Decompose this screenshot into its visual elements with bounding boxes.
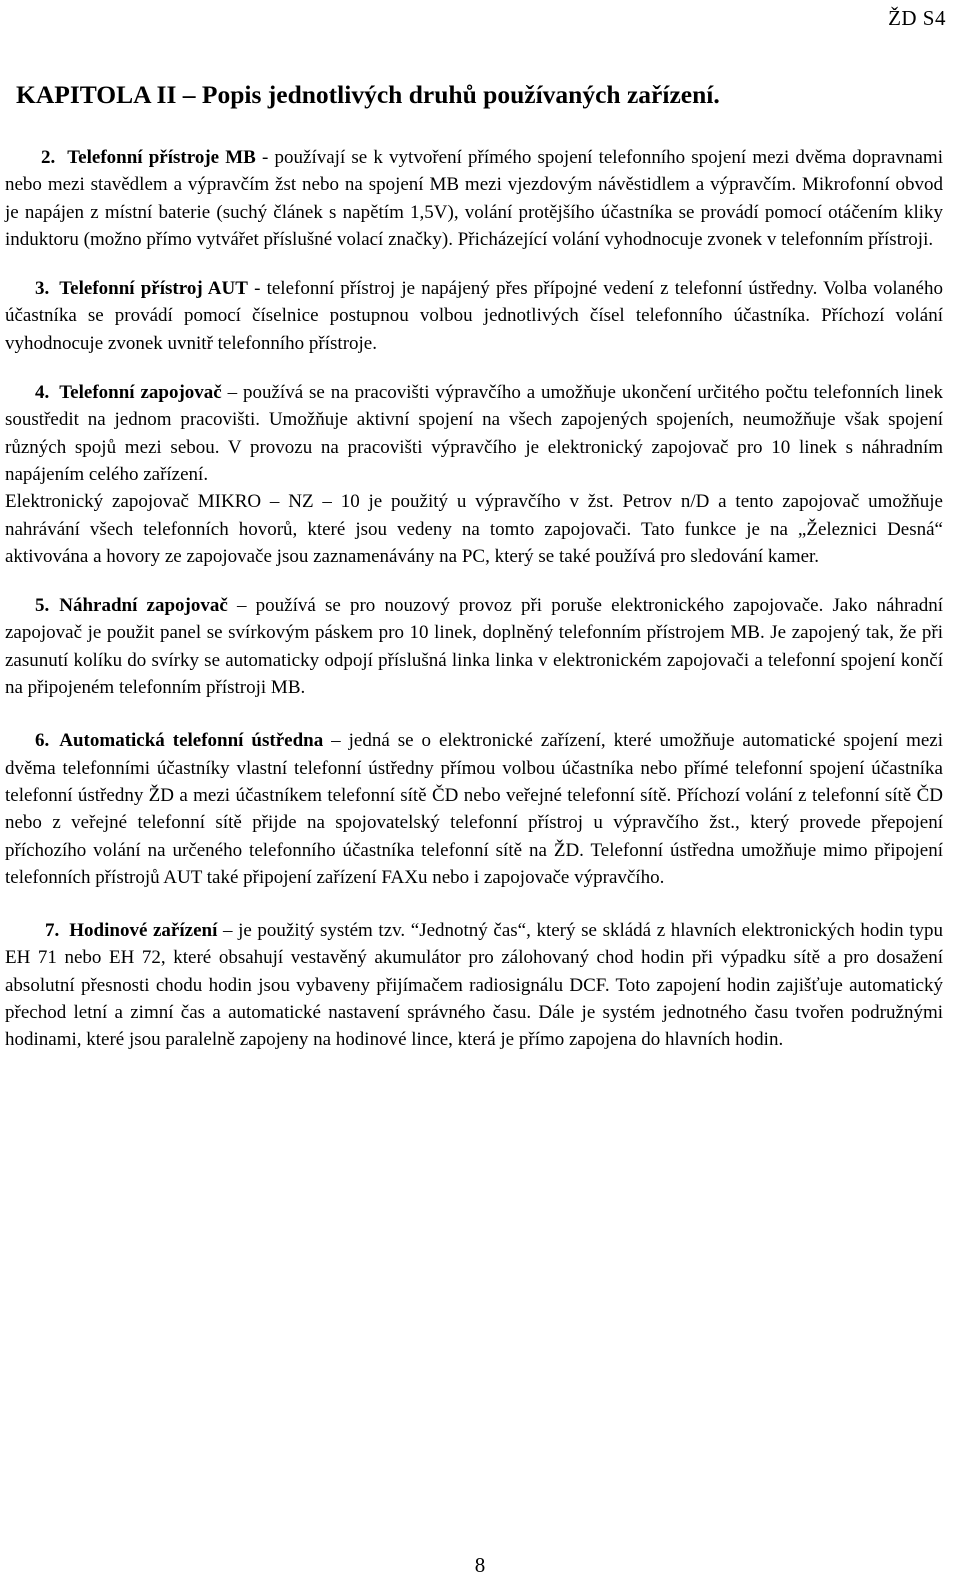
- section-telefonni-zapojovac: [5, 379, 943, 488]
- section-text: – je použitý systém tzv. “Jednotný čas“, který se skládá z hlavních elektronických hodin typu EH 71 nebo EH 72, které obsahují vestavěný akumulátor pro zálohovaný chod hodin při výpadku sítě a pro dosažení absolutní přesnosti chodu hodin jsou vybaveny přijímačem radiosignálu DCF. Toto zapojení hodin zajišťuje automatický přechod letní a zimní čas a automatické nastavení správného času. Dále je systém jednotného času tvořen podružnými hodinami, které jsou paralelně zapojeny na hodinové lince, která je přímo zapojena do hlavních hodin.: [5, 920, 943, 1051]
- section-nahradni-zapojovac: [5, 592, 943, 701]
- section-text: – používá se na pracovišti výpravčího a umožňuje ukončení určitého počtu telefonních linek soustředit na jednom pracovišti. Umožňuje aktivní spojení na všech zapojených spojeních, neumožňuje však spojení různých spojů mezi sebou. V provozu na pracovišti výpravčího je elektronický zapojovač pro 10 linek s náhradním napájením celého zařízení.: [5, 382, 943, 485]
- section-paragraph: [5, 379, 943, 488]
- section-extra-paragraph: Elektronický zapojovač MIKRO – NZ – 10 je použitý u výpravčího v žst. Petrov n/D a tento zapojovač umožňuje nahrávání všech telefonních hovorů, které jsou vedeny na tomto zapojovači. Tato funkce je na „Železnici Desná“ aktivována a hovory ze zapojovače jsou zaznamenávány na PC, který se také používá pro sledování kamer.: [5, 491, 943, 567]
- section-text: – jedná se o elektronické zařízení, které umožňuje automatické spojení mezi dvěma telefonními účastníky vlastní telefonní ústředny přímou volbou účastníka nebo přímé telefonní spojení účastníka telefonní ústředny ŽD a mezi účastníkem telefonní sítě ČD nebo veřejné telefonní sítě. Příchozí volání z telefonní sítě ČD nebo z veřejné telefonní sítě přijde na spojovatelský telefonní přístroj u výpravčího žst., který provede přepojení příchozího volání na určeného telefonního účastníka telefonní sítě na ŽD. Telefonní ústředna umožňuje mimo připojení telefonních přístrojů AUT také připojení zařízení FAXu nebo i zapojovače výpravčího.: [5, 730, 943, 888]
- section-number: 6.: [35, 730, 50, 752]
- section-paragraph: [5, 727, 943, 891]
- section-heading: Hodinové zařízení: [69, 920, 218, 942]
- chapter-title: KAPITOLA II – Popis jednotlivých druhů používaných zařízení.: [16, 80, 720, 109]
- section-number: 4.: [35, 382, 50, 404]
- section-hodinove-zarizeni: [5, 917, 943, 1053]
- section-paragraph: [5, 917, 943, 1053]
- section-paragraph: [5, 592, 943, 701]
- page-number: 8: [474, 1553, 486, 1577]
- section-heading: Telefonní přístroj AUT: [59, 278, 248, 300]
- section-telefonni-pristroje-mb: [5, 144, 943, 253]
- section-telefonni-pristroj-aut: [5, 275, 943, 357]
- document-code: ŽD S4: [888, 6, 946, 30]
- section-heading: Automatická telefonní ústředna: [59, 730, 324, 752]
- section-heading: Náhradní zapojovač: [59, 595, 228, 617]
- section-text: - telefonní přístroj je napájený přes přípojné vedení z telefonní ústředny. Volba volaného účastníka se provádí pomocí číselnice postupnou volbou jednotlivých čísel telefonního účastníka. Příchozí volání vyhodnocuje zvonek uvnitř telefonního přístroje.: [5, 278, 943, 354]
- section-number: 7.: [45, 920, 60, 942]
- section-heading: Telefonní přístroje MB: [67, 147, 256, 168]
- section-paragraph: [5, 275, 943, 357]
- section-text: - používají se k vytvoření přímého spojení telefonního spojení mezi dvěma dopravnami nebo mezi stavědlem a výpravčím žst nebo na spojení MB mezi vjezdovým návěstidlem a výpravčím. Mikrofonní obvod je napájen z místní baterie (suchý článek s napětím 1,5V), volání protějšího účastníka se provádí pomocí otáčením kliky induktoru (možno přímo vytvářet příslušné volací značky). Přicházející volání vyhodnocuje zvonek v telefonním přístroji.: [5, 147, 943, 250]
- section-number: 3.: [35, 278, 50, 300]
- chapter-body: [5, 144, 943, 1076]
- section-number: 5.: [35, 595, 50, 617]
- section-automaticka-ustredna: [5, 727, 943, 891]
- section-paragraph: [5, 144, 943, 253]
- section-heading: Telefonní zapojovač: [59, 382, 222, 404]
- section-text: – používá se pro nouzový provoz při poruše elektronického zapojovače. Jako náhradní zapojovač je použit panel se svírkovým páskem pro 10 linek, doplněný telefonním přístrojem MB. Je zapojený tak, že při zasunutí kolíku do svírky se automaticky odpojí příslušná linka linka v elektronickém zapojovači a telefonní spojení končí na připojeném telefonním přístroji MB.: [5, 595, 943, 699]
- section-number: 2.: [41, 147, 56, 168]
